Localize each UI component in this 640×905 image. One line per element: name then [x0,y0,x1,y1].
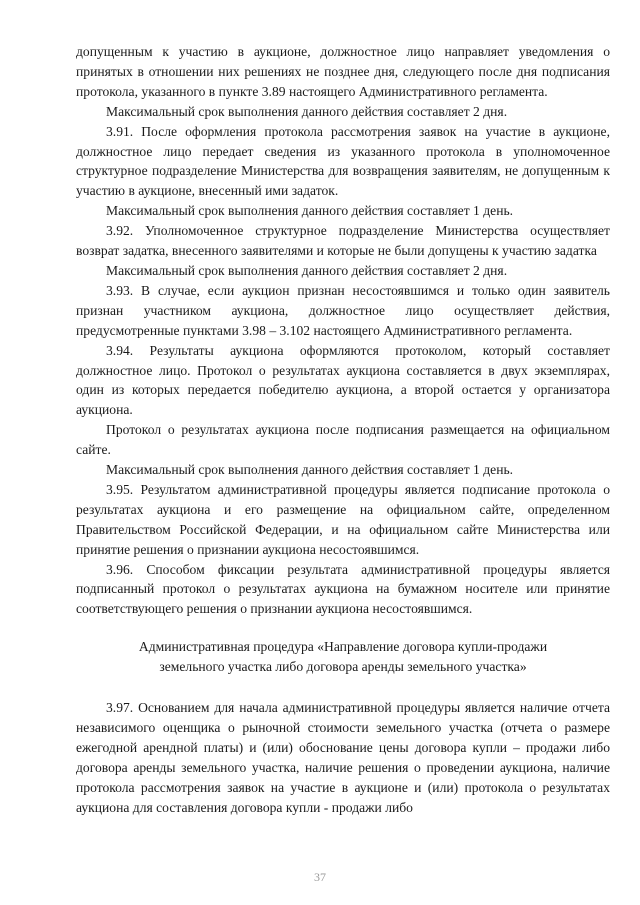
paragraph: 3.93. В случае, если аукцион признан несостоявшимся и только один заявитель признан участником аукциона, должностное лицо осуществляет действия, предусмотренные пунктами 3.98 – 3.102 настоящего Административного регламента. [76,282,610,338]
paragraph: допущенным к участию в аукционе, должностное лицо направляет уведомления о принятых в отношении них решениях не позднее дня, следующего после дня подписания протокола, указанного в пункте 3.89 настоящего Административного регламента. [76,44,610,99]
paragraph: 3.92. Уполномоченное структурное подразделение Министерства осуществляет возврат задатка, внесенного заявителями и которые не были допущены к участию задатка [76,223,610,259]
paragraph: 3.95. Результатом административной процедуры является подписание протокола о результатах аукциона и его размещение на официальном сайте, определенном Правительством Российской Федерации, и на официальном сайте Министерства или принятие решения о признании аукциона несостоявшимся. [76,481,610,557]
paragraph: Максимальный срок выполнения данного действия составляет 1 день. [106,203,514,219]
paragraph: 3.91. После оформления протокола рассмотрения заявок на участие в аукционе, должностное лицо передает сведения из указанного протокола в уполномоченное структурное подразделение Министерства для возвращения заявителям, не допущенным к участию в аукционе, внесенный ими задаток. [76,123,610,199]
section-heading [76,637,610,677]
paragraphs-before-heading [76,42,610,619]
page-number: 37 [314,870,326,884]
paragraph: 3.94. Результаты аукциона оформляются протоколом, который составляет должностное лицо. Протокол о результатах аукциона составляется в двух экземплярах, один из которых передается победителю аукциона, а второй остается у организатора аукциона. [76,342,610,418]
paragraph: 3.97. Основанием для начала административной процедуры является наличие отчета независимого оценщика о рыночной стоимости земельного участка (отчета о размере ежегодной арендной платы) и (или) обоснование цены договора купли – продажи либо договора аренды земельного участка, наличие решения о проведении аукциона, наличие протокола рассмотрения заявок на участие в аукционе и (или) протокола о результатах аукциона для составления договора купли - продажи либо [76,700,610,815]
section-heading-line: земельного участка либо договора аренды земельного участка» [159,659,527,675]
paragraph: Максимальный срок выполнения данного действия составляет 2 дня. [106,103,508,119]
paragraphs-after-heading [76,698,610,817]
paragraph: Протокол о результатах аукциона после подписания размещается на официальном сайте. [76,422,610,458]
document-page [76,42,610,818]
paragraph: Максимальный срок выполнения данного действия составляет 1 день. [106,462,514,478]
section-heading-line: Административная процедура «Направление договора купли-продажи [138,639,548,655]
paragraph: 3.96. Способом фиксации результата административной процедуры является подписанный протокол о результатах аукциона на бумажном носителе или принятие соответствующего решения о признании аукциона несостоявшимся. [76,561,610,617]
paragraph: Максимальный срок выполнения данного действия составляет 2 дня. [106,262,508,278]
